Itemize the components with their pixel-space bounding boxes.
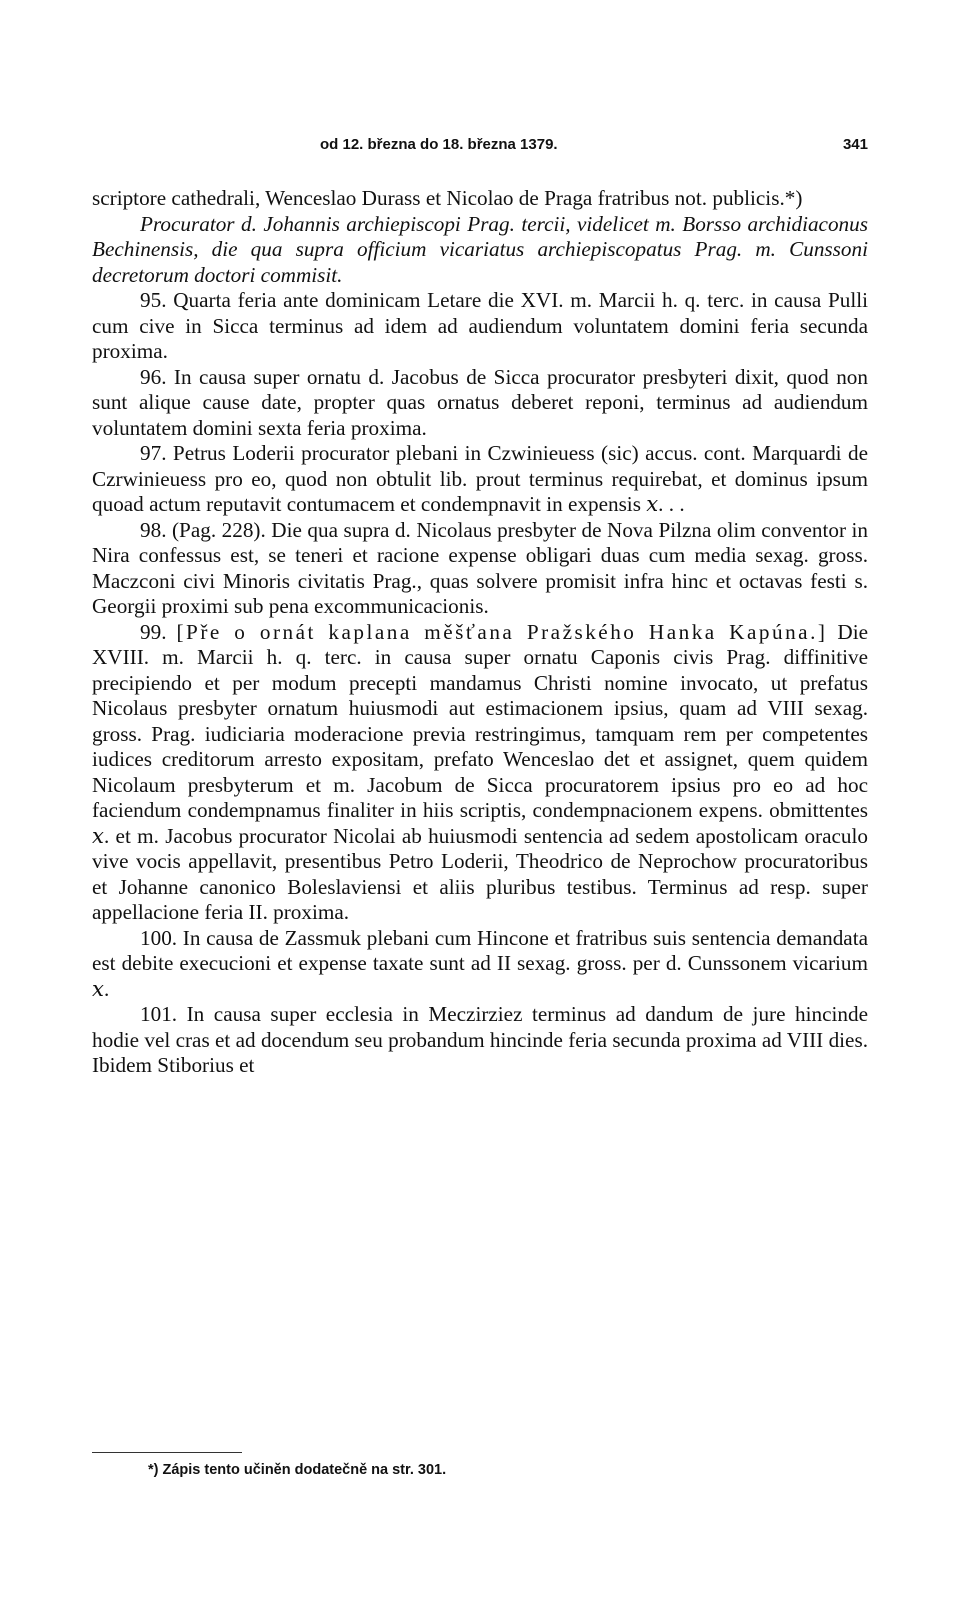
- paragraph-99: [92, 620, 868, 926]
- page-header: [92, 136, 868, 160]
- paragraph-98: 98. (Pag. 228). Die qua supra d. Nicolaus presbyter de Nova Pilzna olim conventor in Nira confessus est, se teneri et racione expense obligari duas cum media sexag. gross. Maczconi civi Minoris civitatis Prag., quas solvere promisit infra hinc et octavas festi s. Georgii proximi sub pena excommunicacionis.: [92, 517, 868, 618]
- paragraph-100: 100. In causa de Zassmuk plebani cum Hincone et fratribus suis sentencia demandata est debite execucioni et expense taxate sunt ad II sexag. gross. per d. Cunssonem vicarium 𝑥.: [92, 925, 868, 1001]
- footnote: *) Zápis tento učiněn dodatečně na str. 301.: [148, 1462, 447, 1478]
- body-text: [92, 186, 868, 1079]
- paragraph-96: 96. In causa super ornatu d. Jacobus de Sicca procurator presbyteri dixit, quod non sunt alique cause date, propter quas ornatus deberet reponi, terminus ad audiendum voluntatem domini sexta feria proxima.: [92, 364, 868, 440]
- paragraph-procurator-note: Procurator d. Johannis archiepiscopi Prag. tercii, videlicet m. Borsso archidiaconus Bechinensis, die qua supra officium vicariatus archiepiscopatus Prag. m. Cunssoni decretorum doctori commisit.: [92, 211, 868, 287]
- running-title: od 12. března do 18. března 1379.: [320, 136, 558, 153]
- paragraph-continuation: scriptore cathedrali, Wenceslao Durass et Nicolao de Praga fratribus not. publicis.*): [92, 186, 803, 210]
- paragraph-99-czech-heading: [Pře o ornát kaplana měšťana Pražského Hanka Kapúna.]: [176, 619, 828, 644]
- paragraph-101: 101. In causa super ecclesia in Meczirziez terminus ad dandum de jure hincinde hodie vel cras et ad docendum seu probandum hincinde feria secunda proxima ad VIII dies. Ibidem Stiborius et: [92, 1002, 868, 1077]
- page-number: 341: [842, 136, 868, 153]
- footnote-rule: [92, 1452, 242, 1453]
- paragraph-97: 97. Petrus Loderii procurator plebani in Czwinieuess (sic) accus. cont. Marquardi de Czrwinieuess pro eo, quod non obtulit lib. prout terminus requirebat, et dominus ipsum quoad actum reputavit contumacem et condempnavit in expensis 𝑥. . .: [92, 441, 868, 516]
- paragraph-99-number: 99.: [140, 619, 177, 644]
- paragraph-99-text: Die XVIII. m. Marcii h. q. terc. in causa super ornatu Caponis civis Prag. diffinitive precipiendo et per modum precepti mandamus Christi nomine invocato, ut prefatus Nicolaus presbyter ornatum huiusmodi aut estimacionem ipsius, quam ad VIII sexag. gross. Prag. iudiciaria moderacione previa restringimus, tamquam rem per competentes iudices creditorum arresto expositam, prefato Wenceslao det et assignet, quem quidem Nicolaum presbyterum et m. Jacobum de Sicca procuratorem ipsius pro eo ad hoc faciendum condempnamus finaliter in hiis scriptis, condempnacionem expens. obmittentes 𝑥. et m. Jacobus procurator Nicolai ab huiusmodi sentencia ad sedem apostolicam oraculo vive vocis appellavit, presentibus Petro Loderii, Theodrico de Neprochow procuratoribus et Johanne canonico Boleslaviensi et aliis pluribus testibus. Terminus ad resp. super appellacione feria II. proxima.: [92, 619, 869, 924]
- paragraph-95: 95. Quarta feria ante dominicam Letare die XVI. m. Marcii h. q. terc. in causa Pulli cum cive in Sicca terminus ad idem ad audiendum voluntatem domini feria secunda proxima.: [92, 288, 868, 363]
